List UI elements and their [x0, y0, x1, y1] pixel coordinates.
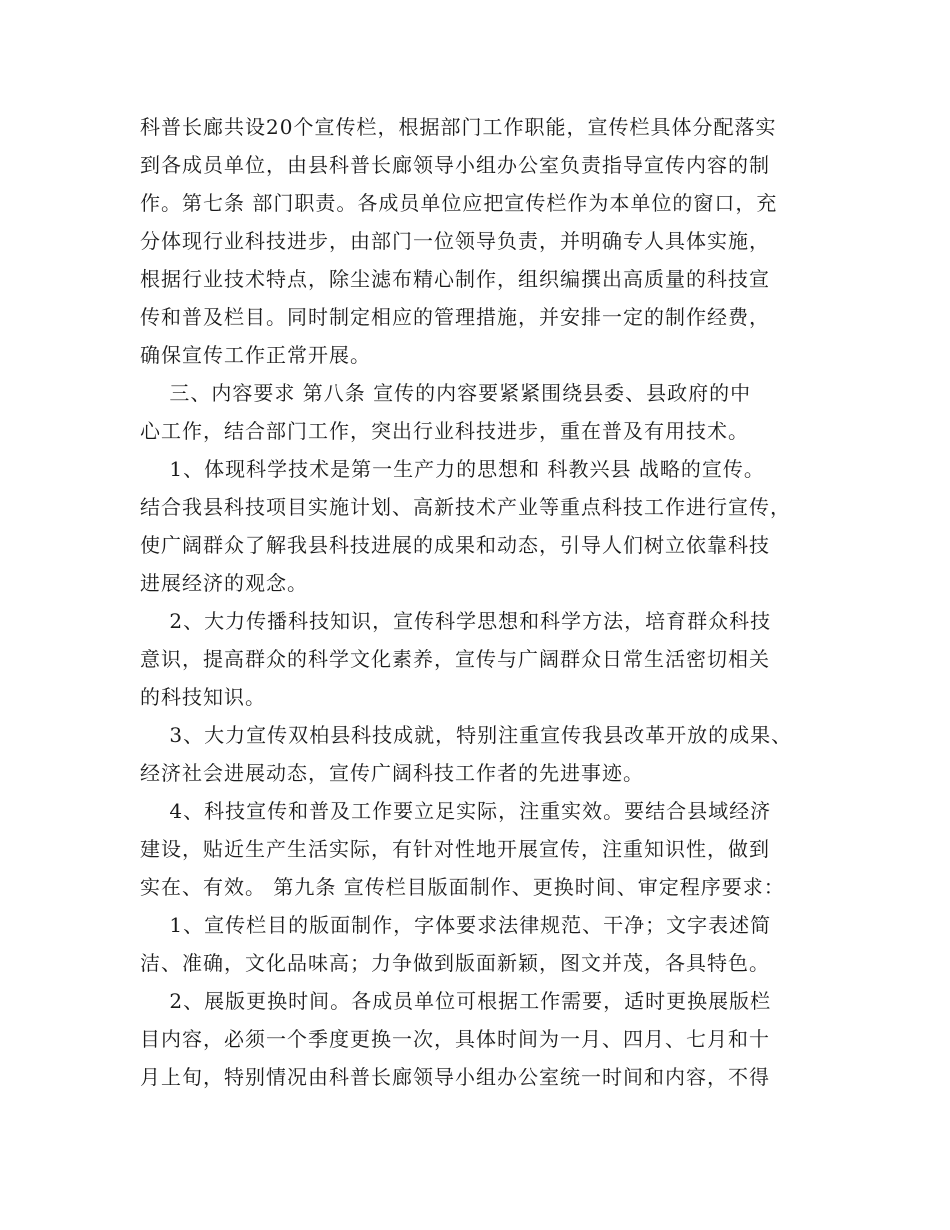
text-line: 分体现行业科技进步，由部门一位领导负责，并明确专人具体实施， — [140, 229, 770, 253]
text-line: 1、体现科学技术是第一生产力的思想和 科教兴县 战略的宣传。 — [140, 457, 765, 481]
text-line: 三、内容要求 第八条 宣传的内容要紧紧围绕县委、县政府的中 — [140, 381, 752, 405]
text-line: 经济社会进展动态，宣传广阔科技工作者的先进事迹。 — [140, 761, 644, 785]
text-line: 意识，提高群众的科学文化素养，宣传与广阔群众日常生活密切相关 — [140, 647, 770, 671]
text-line: 作。第七条 部门职责。各成员单位应把宣传栏作为本单位的窗口，充 — [140, 191, 778, 215]
text-line: 2、展版更换时间。各成员单位可根据工作需要，适时更换展版栏 — [140, 989, 772, 1013]
text-line: 传和普及栏目。同时制定相应的管理措施，并安排一定的制作经费， — [140, 305, 770, 329]
document-body — [140, 108, 820, 1096]
text-line: 2、大力传播科技知识，宣传科学思想和科学方法，培育群众科技 — [140, 609, 772, 633]
text-line: 的科技知识。 — [140, 685, 266, 709]
text-line: 目内容，必须一个季度更换一次，具体时间为一月、四月、七月和十 — [140, 1027, 770, 1051]
text-line: 3、大力宣传双柏县科技成就，特别注重宣传我县改革开放的成果、 — [140, 723, 793, 747]
text-line: 1、宣传栏目的版面制作，字体要求法律规范、干净；文字表述简 — [140, 913, 772, 937]
text-line: 根据行业技术特点，除尘滤布精心制作，组织编撰出高质量的科技宣 — [140, 267, 770, 291]
text-line: 月上旬，特别情况由科普长廊领导小组办公室统一时间和内容，不得 — [140, 1065, 770, 1089]
text-line: 确保宣传工作正常开展。 — [140, 343, 371, 367]
text-line: 进展经济的观念。 — [140, 571, 308, 595]
text-line: 结合我县科技项目实施计划、高新技术产业等重点科技工作进行宣传， — [140, 495, 791, 519]
text-line: 建设，贴近生产生活实际，有针对性地开展宣传，注重知识性，做到 — [140, 837, 770, 861]
text-line: 到各成员单位，由县科普长廊领导小组办公室负责指导宣传内容的制 — [140, 153, 770, 177]
text-line: 实在、有效。 第九条 宣传栏目版面制作、更换时间、审定程序要求： — [140, 875, 785, 899]
text-line: 洁、准确，文化品味高；力争做到版面新颖，图文并茂，各具特色。 — [140, 951, 770, 975]
text-line: 4、科技宣传和普及工作要立足实际，注重实效。要结合县域经济 — [140, 799, 772, 823]
text-line: 使广阔群众了解我县科技进展的成果和动态，引导人们树立依靠科技 — [140, 533, 770, 557]
text-line: 科普长廊共设20个宣传栏，根据部门工作职能，宣传栏具体分配落实 — [140, 115, 777, 139]
text-line: 心工作，结合部门工作，突出行业科技进步，重在普及有用技术。 — [140, 419, 749, 443]
